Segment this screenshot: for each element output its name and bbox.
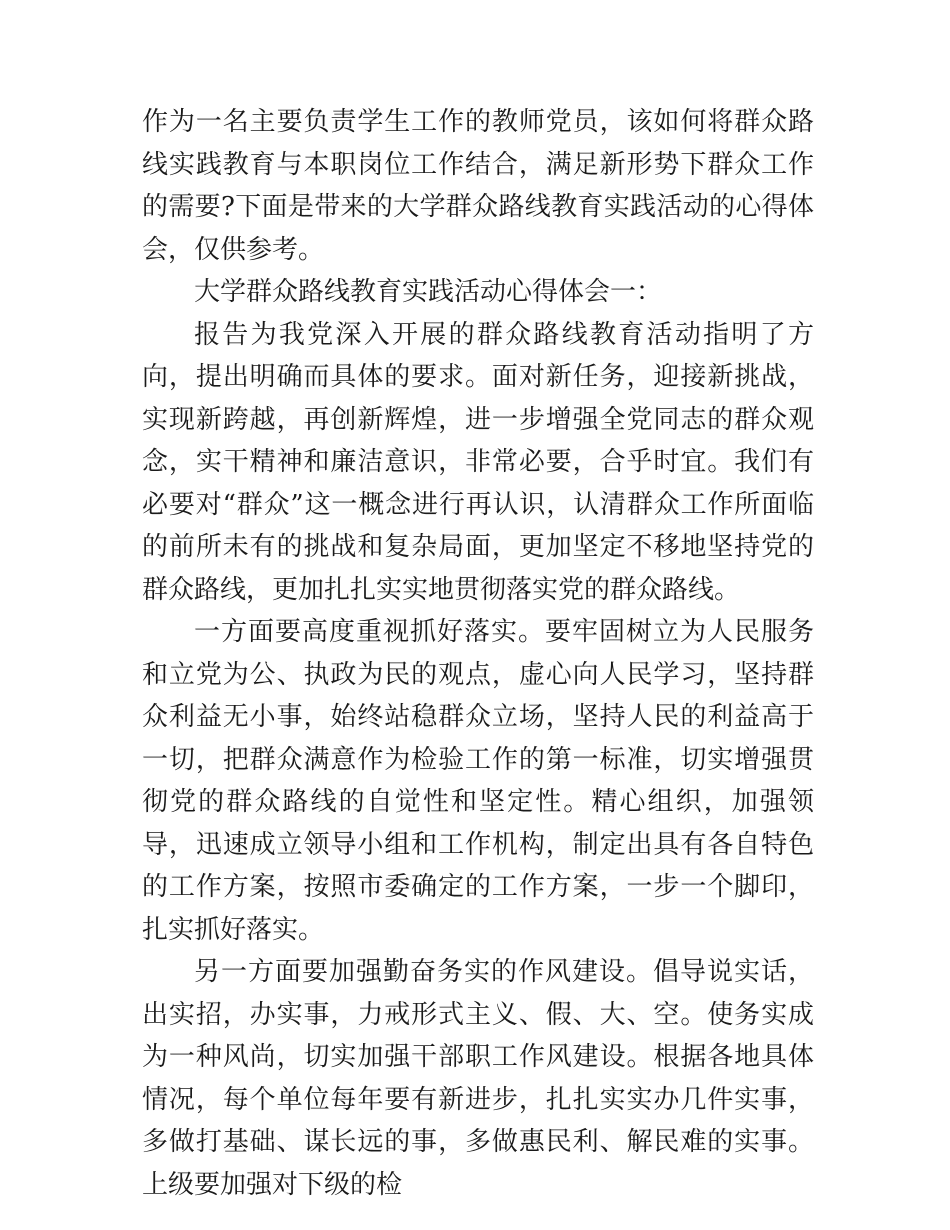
body-paragraph-2: 一方面要高度重视抓好落实。要牢固树立为人民服务和立党为公、执政为民的观点，虚心向人民学习，坚持群众利益无小事，始终站稳群众立场，坚持人民的利益高于一切，把群众满意作为检验工作的第一标准，切实增强贯彻党的群众路线的自觉性和坚定性。精心组织，加强领导，迅速成立领导小组和工作机构，制定出具有各自特色的工作方案，按照市委确定的工作方案，一步一个脚印，扎实抓好落实。 [142,617,814,945]
body-paragraph-1: 报告为我党深入开展的群众路线教育活动指明了方向，提出明确而具体的要求。面对新任务，迎接新挑战，实现新跨越，再创新辉煌，进一步增强全党同志的群众观念，实干精神和廉洁意识，非常必要，合乎时宜。我们有必要对“群众”这一概念进行再认识，认清群众工作所面临的前所未有的挑战和复杂局面，更加坚定不移地坚持党的群众路线，更加扎扎实实地贯彻落实党的群众路线。 [142,319,814,605]
body-paragraph-3: 另一方面要加强勤奋务实的作风建设。倡导说实话，出实招，办实事，力戒形式主义、假、大、空。使务实成为一种风尚，切实加强干部职工作风建设。根据各地具体情况，每个单位每年要有新进步，扎扎实实办几件实事，多做打基础、谋长远的事，多做惠民利、解民难的实事。上级要加强对下级的检 [142,957,814,1200]
intro-paragraph: 作为一名主要负责学生工作的教师党员，该如何将群众路线实践教育与本职岗位工作结合，满足新形势下群众工作的需要?下面是带来的大学群众路线教育实践活动的心得体会，仅供参考。 [142,107,814,265]
document-body [142,101,814,1206]
section-heading: 大学群众路线教育实践活动心得体会一： [194,277,663,307]
